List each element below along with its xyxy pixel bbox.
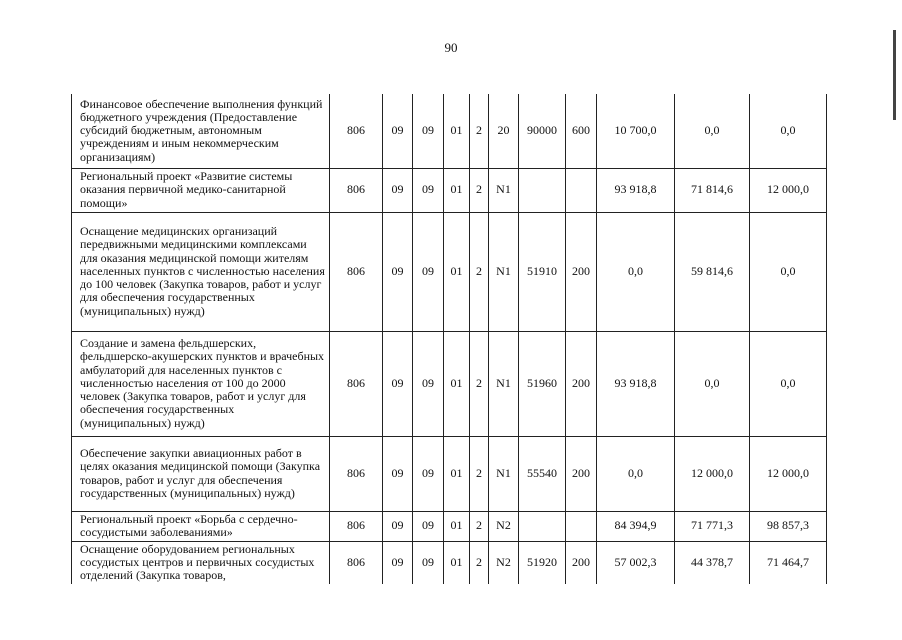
amount-year-3: 0,0: [750, 212, 827, 331]
code-project: N1: [489, 436, 519, 511]
code-expense-type: [566, 168, 597, 212]
code-admin: 806: [330, 212, 383, 331]
code-direction: 51960: [519, 331, 566, 436]
code-subsection: 09: [413, 541, 444, 584]
scan-edge-mark: [893, 30, 896, 120]
code-program: 01: [444, 331, 470, 436]
page-number: 90: [444, 40, 458, 55]
table-row: [72, 331, 827, 436]
amount-year-1: 93 918,8: [597, 331, 675, 436]
table-row: [72, 511, 827, 541]
amount-year-2: 59 814,6: [675, 212, 750, 331]
code-subsection: 09: [413, 331, 444, 436]
code-section: 09: [383, 436, 413, 511]
code-admin: 806: [330, 541, 383, 584]
row-name: Региональный проект «Борьба с сердечно-сосудистыми заболеваниями»: [72, 511, 330, 541]
code-section: 09: [383, 94, 413, 168]
code-subsection: 09: [413, 436, 444, 511]
code-section: 09: [383, 541, 413, 584]
amount-year-2: 44 378,7: [675, 541, 750, 584]
amount-year-2: 12 000,0: [675, 436, 750, 511]
code-admin: 806: [330, 168, 383, 212]
code-admin: 806: [330, 331, 383, 436]
amount-year-3: 71 464,7: [750, 541, 827, 584]
amount-year-3: 12 000,0: [750, 168, 827, 212]
code-section: 09: [383, 511, 413, 541]
code-expense-type: 200: [566, 541, 597, 584]
code-program: 01: [444, 541, 470, 584]
code-program: 01: [444, 511, 470, 541]
amount-year-1: 84 394,9: [597, 511, 675, 541]
code-subprogram: 2: [470, 212, 489, 331]
code-subprogram: 2: [470, 331, 489, 436]
code-program: 01: [444, 168, 470, 212]
code-project: N1: [489, 168, 519, 212]
code-subprogram: 2: [470, 541, 489, 584]
code-expense-type: 600: [566, 94, 597, 168]
code-section: 09: [383, 212, 413, 331]
row-name: Финансовое обеспечение выполнения функций бюджетного учреждения (Предоставление субсидий бюджетным, автономным учреждениям и иным некоммерческим организациям): [72, 94, 330, 168]
code-subprogram: 2: [470, 436, 489, 511]
code-subprogram: 2: [470, 168, 489, 212]
code-subprogram: 2: [470, 511, 489, 541]
code-section: 09: [383, 168, 413, 212]
code-direction: 90000: [519, 94, 566, 168]
code-subsection: 09: [413, 168, 444, 212]
amount-year-2: 0,0: [675, 94, 750, 168]
code-direction: 51910: [519, 212, 566, 331]
code-program: 01: [444, 212, 470, 331]
amount-year-1: 93 918,8: [597, 168, 675, 212]
code-direction: [519, 511, 566, 541]
table-row: [72, 541, 827, 584]
code-program: 01: [444, 94, 470, 168]
code-project: 20: [489, 94, 519, 168]
code-subsection: 09: [413, 212, 444, 331]
code-project: N2: [489, 541, 519, 584]
amount-year-2: 71 771,3: [675, 511, 750, 541]
code-direction: 55540: [519, 436, 566, 511]
budget-table: [71, 94, 827, 584]
code-project: N1: [489, 331, 519, 436]
code-direction: 51920: [519, 541, 566, 584]
code-admin: 806: [330, 511, 383, 541]
table-row: [72, 168, 827, 212]
amount-year-1: 57 002,3: [597, 541, 675, 584]
code-expense-type: 200: [566, 436, 597, 511]
row-name: Оснащение медицинских организаций передвижными медицинскими комплексами для оказания медицинской помощи жителям населенных пунктов с численностью населения до 100 человек (Закупка товаров, работ и услуг для обеспечения государственных (муниципальных) нужд): [72, 212, 330, 331]
amount-year-3: 0,0: [750, 94, 827, 168]
row-name: Оснащение оборудованием региональных сосудистых центров и первичных сосудистых отделений (Закупка товаров,: [72, 541, 330, 584]
code-project: N2: [489, 511, 519, 541]
code-program: 01: [444, 436, 470, 511]
code-direction: [519, 168, 566, 212]
code-subsection: 09: [413, 94, 444, 168]
code-admin: 806: [330, 94, 383, 168]
code-section: 09: [383, 331, 413, 436]
code-subsection: 09: [413, 511, 444, 541]
amount-year-2: 71 814,6: [675, 168, 750, 212]
amount-year-2: 0,0: [675, 331, 750, 436]
amount-year-1: 10 700,0: [597, 94, 675, 168]
amount-year-3: 12 000,0: [750, 436, 827, 511]
row-name: Региональный проект «Развитие системы оказания первичной медико-санитарной помощи»: [72, 168, 330, 212]
table-row: [72, 436, 827, 511]
code-expense-type: 200: [566, 331, 597, 436]
code-admin: 806: [330, 436, 383, 511]
code-expense-type: 200: [566, 212, 597, 331]
amount-year-3: 0,0: [750, 331, 827, 436]
amount-year-3: 98 857,3: [750, 511, 827, 541]
row-name: Обеспечение закупки авиационных работ в целях оказания медицинской помощи (Закупка товаров, работ и услуг для обеспечения государственных (муниципальных) нужд): [72, 436, 330, 511]
code-expense-type: [566, 511, 597, 541]
code-subprogram: 2: [470, 94, 489, 168]
amount-year-1: 0,0: [597, 212, 675, 331]
table-row: [72, 212, 827, 331]
table-row: [72, 94, 827, 168]
amount-year-1: 0,0: [597, 436, 675, 511]
row-name: Создание и замена фельдшерских, фельдшерско-акушерских пунктов и врачебных амбулаторий для населенных пунктов с численностью населения от 100 до 2000 человек (Закупка товаров, работ и услуг для обеспечения государственных (муниципальных) нужд): [72, 331, 330, 436]
code-project: N1: [489, 212, 519, 331]
